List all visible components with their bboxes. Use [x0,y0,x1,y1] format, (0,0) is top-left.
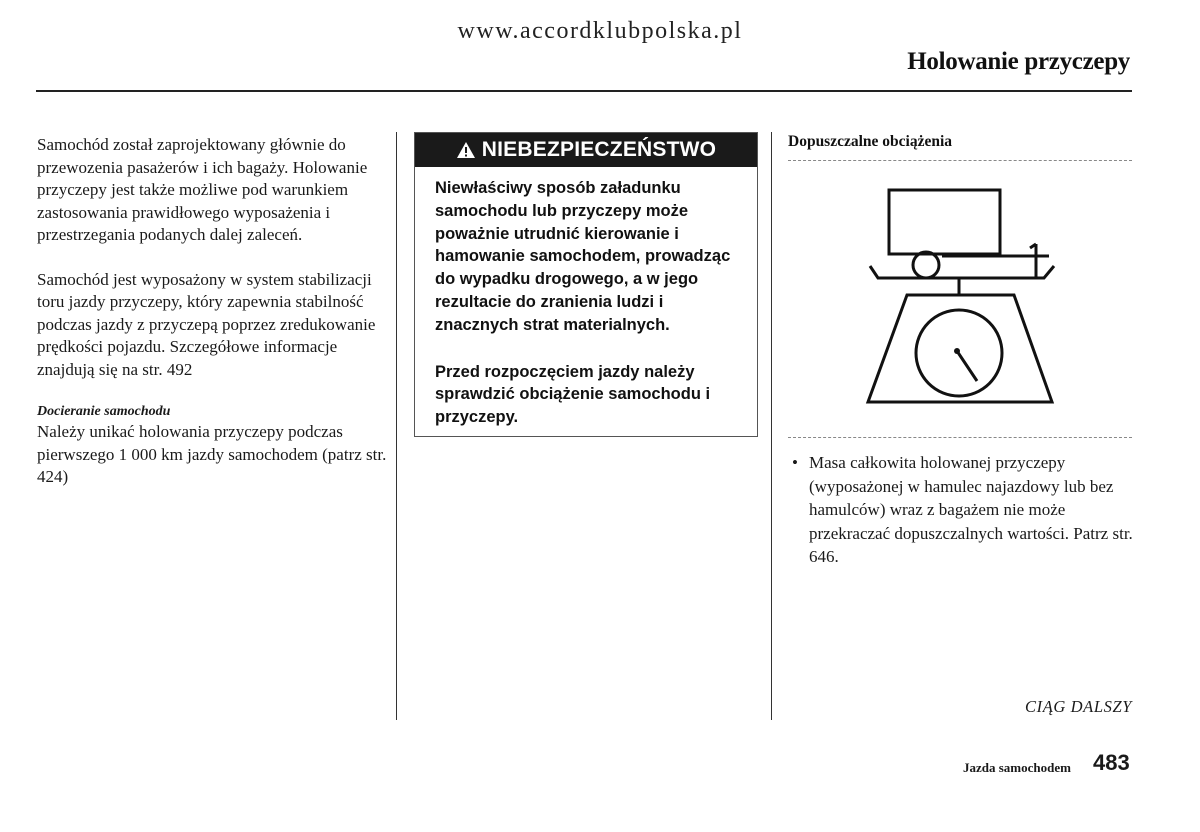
break-in-heading: Docieranie samochodu [37,404,171,419]
continued-label: CIĄG DALSZY [1025,697,1132,716]
break-in-paragraph: Należy unikać holowania przyczepy podczas pierwszego 1 000 km jazdy samochodem (patrz str. 424) [37,422,387,486]
header-divider [36,90,1132,92]
intro-paragraph: Samochód został zaprojektowany głównie do przewozenia pasażerów i ich bagaży. Holowanie przyczepy jest także możliwe pod warunkiem zastosowania prawidłowego wyposażenia i przestrzegania podanych dalej zaleceń. [37,135,368,244]
site-url: www.accordklubpolska.pl [457,18,743,44]
column-divider-left [396,132,397,720]
bullet-item [792,451,1137,569]
warning-instruction: Przed rozpoczęciem jazdy należy sprawdzić obciążenie samochodu i przyczepy. [435,362,711,427]
warning-body [435,177,747,453]
stabilization-paragraph: Samochód jest wyposażony w system stabilizacji toru jazdy przyczepy, który zapewnia stabilność podczas jazdy z przyczepą poprzez zredukowanie prędkości pojazdu. Szczegółowe informacje znajdują się na str. 492 [37,269,376,379]
warning-title: NIEBEZPIECZEŃSTWO [481,138,717,161]
warning-paragraph: Niewłaściwy sposób załadunku samochodu lub przyczepy może poważnie utrudnić kierowanie i hamowanie samochodem, prowadząc do wypadku drogowego, a w jego rezultacie do zranienia ludzi i znacznych strat materialnych. [435,179,731,334]
footer-section-label: Jazda samochodem [963,760,1071,775]
load-limits-heading: Dopuszczalne obciążenia [788,133,953,150]
column-divider-right [771,132,772,720]
warning-triangle-icon [456,141,476,159]
intro-column [37,134,387,511]
danger-warning-box [414,132,758,437]
page-number: 483 [1093,750,1130,775]
trailer-on-scale-icon [864,182,1064,407]
bullet-text: Masa całkowita holowanej przyczepy (wyposażonej w hamulec najazdowy lub bez hamulców) wraz z bagażem nie może przekraczać dopuszczalnych wartości. Patrz str. 646. [809,453,1133,566]
warning-header [415,133,757,167]
section-title: Holowanie przyczepy [907,48,1130,75]
bullet-symbol: • [792,453,798,472]
